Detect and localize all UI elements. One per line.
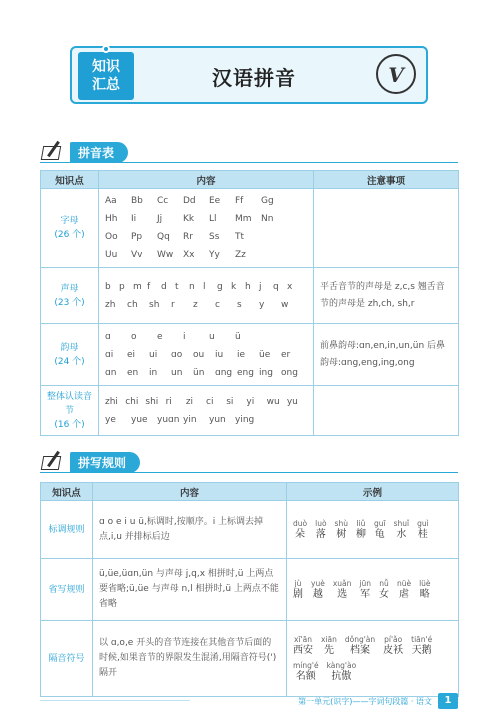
knowledge-summary-badge: [78, 52, 134, 100]
header-topic: 知识点: [41, 483, 93, 501]
pinyin-token: Ee: [209, 196, 221, 206]
table-row: [41, 501, 459, 559]
pinyin-token: yue: [131, 414, 148, 425]
pinyin-token: ri: [165, 396, 172, 407]
badge-dot-icon: [102, 45, 110, 53]
row-content: [99, 386, 314, 436]
book-pen-icon: [40, 450, 66, 474]
example-item: [315, 519, 326, 541]
table-row: [41, 189, 459, 268]
row-note: [314, 386, 459, 436]
row-examples: [287, 621, 459, 697]
example-item: [383, 635, 403, 657]
pinyin-token: Zz: [235, 250, 246, 260]
example-hanzi: 女: [378, 588, 389, 600]
pinyin-token: Jj: [157, 214, 163, 224]
example-item: [335, 519, 348, 541]
example-item: [359, 579, 371, 601]
pinyin-token: ye: [105, 414, 116, 425]
example-hanzi: 抗傲: [331, 670, 352, 682]
row-topic: [41, 324, 99, 386]
pinyin-token: p: [119, 281, 125, 292]
letter-line: [105, 393, 307, 411]
example-pinyin: shuǐ: [393, 518, 410, 528]
pinyin-token: u: [209, 331, 215, 342]
pinyin-token: Nn: [261, 214, 274, 224]
example-hanzi: 军: [360, 588, 371, 600]
pinyin-table: [40, 170, 459, 436]
pinyin-token: yi: [246, 396, 255, 407]
example-item: [327, 661, 357, 683]
table-row: [41, 621, 459, 697]
example-hanzi: 天鹅: [411, 644, 432, 656]
letter-line: [105, 228, 307, 246]
example-item: [293, 635, 313, 657]
pinyin-token: yun: [209, 414, 226, 425]
letter-line: [105, 192, 307, 210]
pinyin-token: k: [231, 281, 237, 292]
pinyin-token: w: [281, 299, 289, 310]
pinyin-token: n: [189, 281, 195, 292]
pinyin-token: m: [133, 281, 142, 292]
letter-line: [105, 278, 307, 296]
pinyin-token: in: [149, 367, 158, 378]
section-title-pinyin-table: [40, 140, 128, 164]
pinyin-token: sh: [149, 299, 160, 310]
example-pinyin: liǔ: [356, 518, 366, 528]
example-pinyin: jù: [294, 578, 302, 588]
table-header-row: [41, 483, 459, 501]
footer-divider: [40, 700, 190, 701]
topic-count: (23 个): [54, 297, 85, 308]
example-pinyin: pí'ǎo: [384, 634, 403, 644]
pinyin-token: e: [157, 331, 163, 342]
pinyin-token: g: [217, 281, 223, 292]
example-hanzi: 西安: [293, 644, 313, 656]
pinyin-token: j: [259, 281, 262, 292]
example-pinyin: dǒng'àn: [344, 634, 376, 644]
row-content: [99, 268, 314, 324]
topic-count: (26 个): [54, 230, 85, 240]
pinyin-token: ü: [235, 331, 241, 342]
pinyin-token: üe: [259, 349, 271, 360]
row-content: [99, 324, 314, 386]
header-banner: [70, 46, 428, 104]
letter-line: [105, 246, 307, 264]
page-footer: [196, 692, 458, 710]
pinyin-token: z: [193, 299, 198, 310]
example-pinyin: míng'é: [293, 660, 319, 670]
pinyin-token: Aa: [105, 196, 117, 206]
page-title: 汉语拼音: [212, 66, 296, 90]
examples-list: [293, 579, 452, 601]
row-content: ü,üe,üɑn,ün 与声母 j,q,x 相拼时,ü 上两点要省略;ü,üe 与声母 n,l 相拼时,ü 上两点不能省略: [93, 559, 287, 621]
example-pinyin: xuǎn: [332, 578, 352, 588]
row-topic: [41, 189, 99, 268]
example-item: [321, 635, 337, 657]
example-hanzi: 龟: [374, 528, 385, 540]
pinyin-token: ɑng: [215, 367, 233, 378]
pinyin-token: i: [183, 331, 186, 342]
spelling-rules-table: [40, 482, 459, 697]
table-row: [41, 559, 459, 621]
example-hanzi: 柳: [355, 528, 366, 540]
topic-label: 字母: [60, 216, 79, 226]
example-hanzi: 越: [312, 588, 323, 600]
example-pinyin: yuè: [311, 578, 325, 588]
example-hanzi: 朵: [295, 528, 306, 540]
footer-text: 第一单元(识字)——字词句段篇 · 语文: [298, 696, 432, 706]
row-note: 前鼻韵母:ɑn,en,in,un,ün 后鼻韵母:ɑng,eng,ing,ong: [314, 324, 459, 386]
example-hanzi: 皮袄: [383, 644, 404, 656]
example-hanzi: 档案: [350, 644, 371, 656]
example-item: [293, 661, 319, 683]
section-divider: [40, 162, 458, 163]
pinyin-token: ch: [127, 299, 138, 310]
letter-line: [105, 328, 307, 346]
pinyin-token: ong: [281, 367, 298, 378]
row-content: ɑ o e i u ü,标调时,按顺序。i 上标调去掉点,i,u 并排标后边: [93, 501, 287, 559]
example-hanzi: 选: [337, 588, 348, 600]
pinyin-token: ɑn: [105, 367, 117, 378]
pinyin-token: chi: [125, 396, 139, 407]
example-item: [394, 519, 410, 541]
row-note: [314, 189, 459, 268]
pinyin-token: Ll: [209, 214, 217, 224]
topic-label: 韵母: [60, 342, 79, 353]
example-hanzi: 树: [336, 528, 347, 540]
header-topic: 知识点: [41, 171, 99, 189]
example-hanzi: 虐: [399, 588, 410, 600]
pinyin-token: c: [215, 299, 220, 310]
example-pinyin: xiān: [321, 634, 337, 644]
pinyin-token: b: [105, 281, 111, 292]
pinyin-token: Kk: [183, 214, 195, 224]
letter-line: [105, 210, 307, 228]
pinyin-token: Hh: [105, 214, 118, 224]
section-label: 拼音表: [70, 142, 128, 163]
pinyin-token: Qq: [157, 232, 170, 242]
pinyin-token: Gg: [261, 196, 274, 206]
pinyin-token: ing: [259, 367, 273, 378]
example-item: [333, 579, 352, 601]
example-hanzi: 落: [315, 528, 326, 540]
example-pinyin: xī'ān: [294, 634, 312, 644]
row-topic: 标调规则: [41, 501, 93, 559]
pinyin-token: ie: [237, 349, 246, 360]
pinyin-token: yu: [286, 396, 298, 407]
pinyin-token: zhi: [105, 396, 118, 407]
row-topic: 省写规则: [41, 559, 93, 621]
pinyin-token: ying: [235, 414, 255, 425]
pinyin-token: Ff: [235, 196, 244, 206]
example-hanzi: 剧: [293, 588, 303, 600]
topic-count: (16 个): [54, 419, 85, 430]
pinyin-token: ün: [193, 367, 205, 378]
example-item: [356, 519, 366, 541]
pinyin-token: Ss: [209, 232, 220, 242]
book-pen-icon: [40, 140, 66, 164]
table-row: [41, 324, 459, 386]
pinyin-token: eng: [237, 367, 254, 378]
example-hanzi: 略: [419, 588, 430, 600]
pinyin-token: Pp: [131, 232, 143, 242]
pinyin-token: h: [245, 281, 251, 292]
pinyin-token: Xx: [183, 250, 195, 260]
letter-line: [105, 296, 307, 314]
example-hanzi: 水: [396, 528, 407, 540]
pinyin-token: s: [237, 299, 242, 310]
pinyin-token: er: [281, 349, 291, 360]
pinyin-token: iu: [215, 349, 224, 360]
example-pinyin: nǚ: [379, 578, 389, 588]
example-item: [293, 579, 303, 601]
examples-list: [293, 519, 452, 541]
pinyin-token: Yy: [209, 250, 220, 260]
pinyin-token: r: [171, 299, 175, 310]
section-title-spelling-rules: [40, 450, 140, 474]
pinyin-token: d: [161, 281, 167, 292]
pinyin-token: f: [147, 281, 151, 292]
letter-line: [105, 411, 307, 429]
example-item: [379, 579, 389, 601]
header-content: 内容: [93, 483, 287, 501]
row-examples: [287, 501, 459, 559]
example-hanzi: 桂: [417, 528, 428, 540]
header-notes: 注意事项: [314, 171, 459, 189]
topic-count: (24 个): [54, 356, 85, 367]
pinyin-token: zi: [185, 396, 194, 407]
example-pinyin: tiān'é: [411, 634, 433, 644]
check-v-icon: V: [376, 54, 416, 94]
example-pinyin: guì: [417, 518, 429, 528]
pinyin-token: ɑo: [171, 349, 183, 360]
example-hanzi: 先: [323, 644, 334, 656]
example-item: [311, 579, 325, 601]
pinyin-token: ci: [206, 396, 214, 407]
pinyin-token: Ww: [157, 250, 174, 260]
section-divider: [40, 472, 458, 473]
pinyin-token: x: [287, 281, 293, 292]
example-pinyin: shù: [334, 518, 348, 528]
pinyin-token: ɑi: [105, 349, 114, 360]
example-pinyin: jūn: [359, 578, 371, 588]
example-pinyin: lüè: [419, 578, 431, 588]
example-pinyin: guī: [373, 518, 386, 528]
pinyin-token: ɑ: [105, 331, 111, 342]
row-content: 以 ɑ,o,e 开头的音节连接在其他音节后面的时候,如果音节的界限发生混淆,用隔音符号(')隔开: [93, 621, 287, 697]
pinyin-token: ou: [193, 349, 205, 360]
example-item: [345, 635, 375, 657]
pinyin-token: Uu: [105, 250, 118, 260]
example-item: [411, 635, 432, 657]
letter-line: [105, 364, 307, 382]
row-content: [99, 189, 314, 268]
pinyin-token: l: [203, 281, 206, 292]
pinyin-token: shi: [145, 396, 159, 407]
pinyin-token: q: [273, 281, 279, 292]
example-pinyin: nüè: [396, 578, 412, 588]
pinyin-token: y: [259, 299, 265, 310]
pinyin-token: ei: [127, 349, 136, 360]
pinyin-token: Bb: [131, 196, 143, 206]
table-header-row: [41, 171, 459, 189]
header-examples: 示例: [287, 483, 459, 501]
example-item: [374, 519, 386, 541]
pinyin-token: Vv: [131, 250, 143, 260]
example-pinyin: kàng'ào: [326, 660, 357, 670]
pinyin-token: Mm: [235, 214, 252, 224]
example-item: [417, 519, 429, 541]
pinyin-token: Rr: [183, 232, 193, 242]
badge-text: 知识汇总: [92, 59, 120, 93]
pinyin-token: Tt: [235, 232, 245, 242]
pinyin-token: t: [175, 281, 179, 292]
pinyin-token: Dd: [183, 196, 196, 206]
table-row: [41, 386, 459, 436]
example-pinyin: luò: [315, 518, 327, 528]
example-item: [397, 579, 411, 601]
pinyin-token: zh: [105, 299, 116, 310]
section-label: 拼写规则: [70, 452, 140, 473]
example-pinyin: duò: [293, 518, 308, 528]
row-topic: [41, 268, 99, 324]
row-examples: [287, 559, 459, 621]
example-hanzi: 名额: [295, 670, 316, 682]
row-note: 平舌音节的声母是 z,c,s 翘舌音节的声母是 zh,ch, sh,r: [314, 268, 459, 324]
example-item: [419, 579, 430, 601]
pinyin-token: Cc: [157, 196, 169, 206]
pinyin-token: Oo: [105, 232, 118, 242]
pinyin-token: Ii: [131, 214, 137, 224]
row-topic: [41, 386, 99, 436]
pinyin-token: si: [226, 396, 234, 407]
header-content: 内容: [99, 171, 314, 189]
example-item: [293, 519, 307, 541]
letter-line: [105, 346, 307, 364]
pinyin-token: ui: [149, 349, 158, 360]
examples-list: [293, 635, 452, 683]
pinyin-token: wu: [266, 396, 280, 407]
pinyin-token: yin: [183, 414, 197, 425]
page-number: 1: [438, 693, 458, 709]
pinyin-token: o: [131, 331, 137, 342]
pinyin-token: yuɑn: [157, 414, 180, 425]
topic-label: 声母: [60, 283, 79, 294]
table-row: [41, 268, 459, 324]
topic-label: 整体认读音节: [47, 391, 93, 416]
row-topic: 隔音符号: [41, 621, 93, 697]
pinyin-token: un: [171, 367, 183, 378]
pinyin-token: en: [127, 367, 139, 378]
